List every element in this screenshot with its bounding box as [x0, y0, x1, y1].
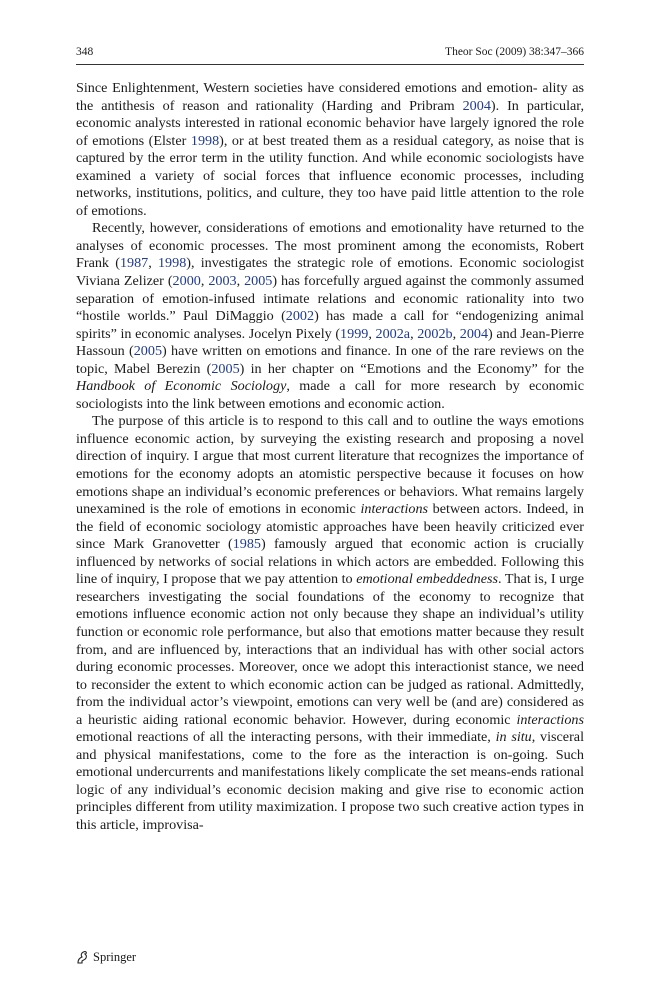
- text: emotional reactions of all the interacting persons, with their immediate,: [76, 729, 496, 746]
- citation-link[interactable]: 2002: [285, 308, 315, 325]
- text: ) and Jean-Pierre Hassoun (: [76, 325, 585, 360]
- text: ,: [452, 325, 460, 342]
- text: ) has made a call for “endogenizing animal spirits” in economic analyses. Jocelyn Pixely (: [76, 308, 584, 342]
- citation-link[interactable]: 2005: [211, 360, 240, 377]
- text: ) in her chapter on “Emotions and the Economy” for the: [239, 360, 585, 377]
- publisher-footer: [76, 950, 136, 964]
- citation-link[interactable]: 2005: [244, 273, 273, 290]
- citation-link[interactable]: 2004: [459, 325, 489, 342]
- text: ,: [148, 255, 158, 272]
- emphasis: interactions: [516, 711, 584, 728]
- book-title: Handbook of Economic Sociology: [76, 378, 287, 395]
- citation-link[interactable]: 1999: [340, 325, 369, 342]
- citation-link[interactable]: 1985: [232, 536, 261, 553]
- text: ) famously argued that economic action is crucially influenced by networks of social relations in which actors are embedded. Following this line of inquiry, I propose that we pay attention to: [76, 536, 585, 588]
- publisher-name: Springer: [93, 950, 137, 964]
- emphasis: interactions: [360, 501, 429, 518]
- text: The purpose of this article is to respond to this call and to outline the ways emotions influence economic action, by surveying the existing research and proposing a novel direction of inquiry. I argue that most current literature that recognizes the importance of emotions for the economy adopts an atomistic perspective because it focuses on how emotions shape an individual’s economic preferences or behaviors. What remains largely unexamined is the role of emotions in economic: [76, 413, 584, 518]
- citation-link[interactable]: 2005: [133, 343, 163, 360]
- text: ). In particular, economic analysts interested in rational economic behavior have largely ignored the role of emotions (Elster: [76, 97, 584, 149]
- emphasis: in situ: [495, 729, 532, 746]
- text: ,: [368, 325, 376, 342]
- text: , visceral and physical manifestations, come to the fore as the interaction is on-going. Such emotional undercurrents and manifestations likely complicate the set means-ends rational logic of any individual’s economic decision making and give rise to economic action principles different from utility maximization. I propose two such creative action types in this article, improvisa-: [76, 729, 585, 833]
- emphasis: emotional embeddedness: [356, 571, 498, 588]
- running-header: [76, 45, 584, 59]
- citation-link[interactable]: 1998: [190, 132, 220, 149]
- text: ,: [200, 273, 209, 290]
- text: ,: [236, 273, 245, 290]
- citation-link[interactable]: 2002a: [375, 325, 411, 342]
- article-body: [76, 80, 584, 835]
- text: Since Enlightenment, Western societies have considered emotions and emotion- ality as the antithesis of reason and rationality (Harding and Pribram: [76, 80, 584, 114]
- text: , made a call for more research by economic sociologists into the link between emotions and economic action.: [76, 378, 584, 412]
- text: ), investigates the strategic role of emotions. Economic sociologist Viviana Zelizer (: [76, 255, 585, 290]
- citation-link[interactable]: 1987: [119, 255, 149, 272]
- text: ) have written on emotions and finance. In one of the rare reviews on the topic, Mabel Berezin (: [76, 343, 585, 377]
- header-rule: [76, 64, 584, 65]
- paragraph-3: [76, 413, 584, 834]
- citation-link[interactable]: 2000: [172, 273, 201, 290]
- text: . That is, I urge researchers investigating the social foundations of the economy to recognize that emotions influence economic action not only because they shape an individual’s utility function or economic role performance, but also that emotions matter because they result from, and are influenced by, interactions that an individual has with other social actors during economic processes. Moreover, once we adopt this interactionist stance, we need to reconsider the extent to which economic action can be judged as rational. Admittedly, from the individual actor’s viewpoint, emotions can very well be (and are) considered as a heuristic aiding rational economic behavior. However, during economic: [76, 571, 584, 728]
- citation-link[interactable]: 2004: [462, 97, 491, 114]
- citation-link[interactable]: 2003: [208, 273, 237, 290]
- text: between actors. Indeed, in the field of economic sociology atomistic approaches have been heavily criticized ever since Mark Granovetter (: [76, 501, 584, 553]
- text: ), or at best treated them as a residual category, as noise that is captured by the error term in the utility function. And while economic sociologists have examined a variety of social forces that influence economic processes, including networks, institutions, politics, and culture, they too have paid little attention to the role of emotions.: [76, 132, 584, 219]
- paragraph-1: [76, 80, 584, 220]
- springer-horse-icon: [76, 950, 89, 964]
- page-number: 348: [76, 46, 94, 58]
- text: Recently, however, considerations of emotions and emotionality have returned to the analyses of economic processes. The most prominent among the economists, Robert Frank (: [76, 220, 584, 272]
- paragraph-2: [76, 220, 584, 413]
- citation-link[interactable]: 1998: [157, 255, 187, 272]
- journal-citation: Theor Soc (2009) 38:347–366: [445, 46, 584, 58]
- text: ) has forcefully argued against the commonly assumed separation of emotion-infused intimate relations and economic rationality into two “hostile worlds.” Paul DiMaggio (: [76, 273, 584, 325]
- citation-link[interactable]: 2002b: [417, 325, 453, 342]
- text: ,: [410, 325, 418, 342]
